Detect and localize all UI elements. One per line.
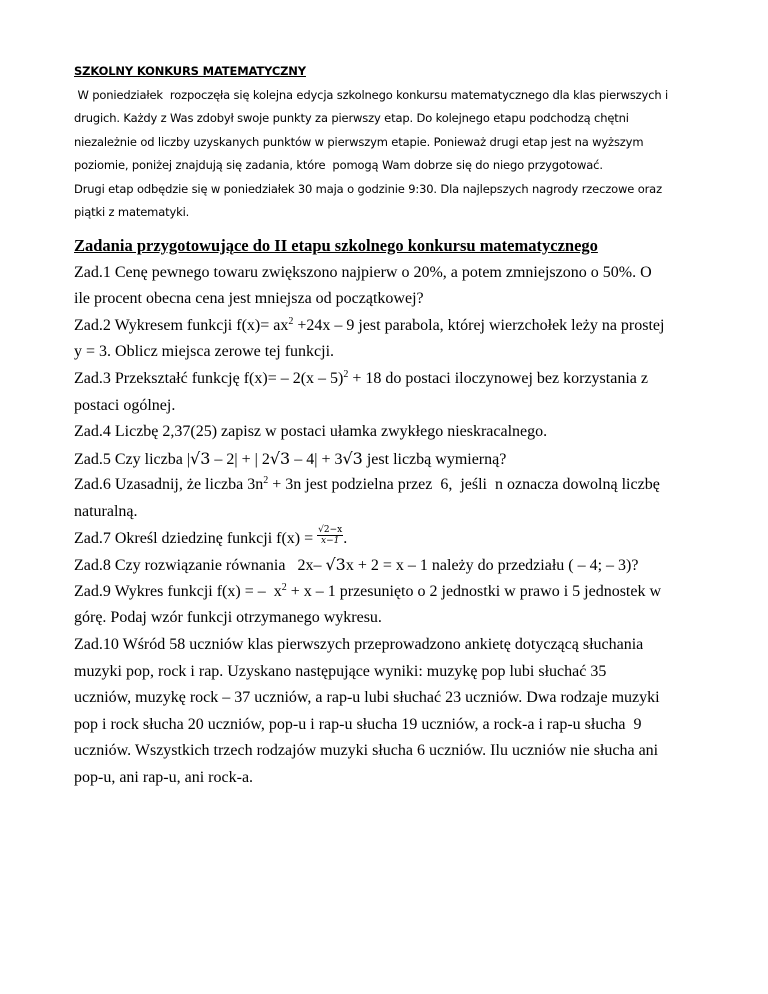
task-7-text: Zad.7 Określ dziedzinę funkcji f(x) = bbox=[74, 529, 318, 547]
contest-title: SZKOLNY KONKURS MATEMATYCZNY bbox=[74, 64, 306, 78]
fraction-numerator: √2−x bbox=[318, 525, 343, 536]
task-3-text-a: Zad.3 Przekształć funkcję f(x)= – 2(x – 5) bbox=[74, 369, 344, 387]
task-2-line-2: y = 3. Oblicz miejsca zerowe tej funkcji. bbox=[74, 343, 335, 361]
task-1-line-1: Zad.1 Cenę pewnego towaru zwiększono najpierw o 20%, a potem zmniejszono o 50%. O bbox=[74, 263, 652, 281]
task-3-line-1 bbox=[74, 366, 714, 393]
intro-line: Drugi etap odbędzie się w poniedziałek 30 maja o godzinie 9:30. Dla najlepszych nagrody rzeczowe oraz bbox=[74, 181, 662, 196]
intro-line: W poniedziałek rozpoczęła się kolejna edycja szkolnego konkursu matematycznego dla klas pierwszych i bbox=[74, 87, 669, 102]
task-10-line: muzyki pop, rock i rap. Uzyskano następujące wyniki: muzykę pop lubi słuchać 35 bbox=[74, 662, 607, 680]
task-9-text-b: + x – 1 przesunięto o 2 jednostki w prawo i 5 jednostek w bbox=[286, 582, 662, 600]
intro-block bbox=[74, 60, 714, 225]
task-9-text-a: Zad.9 Wykres funkcji f(x) = – x bbox=[74, 582, 282, 600]
task-9-line-2: górę. Podaj wzór funkcji otrzymanego wykresu. bbox=[74, 609, 382, 627]
task-5-text-a: Zad.5 Czy liczba | bbox=[74, 450, 191, 468]
task-10-line: uczniów. Wszystkich trzech rodzajów muzyki słucha 6 uczniów. Ilu uczniów nie słucha ani bbox=[74, 742, 659, 760]
task-8-line bbox=[74, 552, 714, 579]
sqrt-3: √3 bbox=[342, 448, 363, 468]
exponent: 2 bbox=[343, 368, 349, 380]
task-5-line bbox=[74, 446, 714, 473]
sqrt-3: √3 bbox=[190, 448, 211, 468]
intro-line: piątki z matematyki. bbox=[74, 205, 190, 219]
task-1-line-2: ile procent obecna cena jest mniejsza od początkowej? bbox=[74, 290, 424, 308]
sqrt-3: √3 bbox=[325, 555, 346, 575]
intro-line: niezależnie od liczby uzyskanych punktów w pierwszym etapie. Ponieważ drugi etap jest na wyższym bbox=[74, 134, 644, 149]
task-2-line-1 bbox=[74, 313, 714, 340]
task-5-text-b: – 2| + | 2 bbox=[210, 450, 270, 468]
fraction-denominator: x−1 bbox=[321, 536, 340, 547]
task-6-line-2: naturalną. bbox=[74, 502, 138, 520]
task-2-text-b: +24x – 9 jest parabola, której wierzchołek leży na prostej bbox=[293, 316, 665, 334]
task-4-line: Zad.4 Liczbę 2,37(25) zapisz w postaci ułamka zwykłego nieskracalnego. bbox=[74, 423, 548, 441]
task-10-line: Zad.10 Wśród 58 uczniów klas pierwszych przeprowadzono ankietę dotyczącą słuchania bbox=[74, 635, 644, 653]
task-9-line-1 bbox=[74, 579, 714, 606]
exponent: 2 bbox=[281, 581, 287, 593]
exponent: 2 bbox=[263, 475, 269, 487]
task-10-line: uczniów, muzykę rock – 37 uczniów, a rap-u lubi słuchać 23 uczniów. Dwa rodzaje muzyki bbox=[74, 689, 660, 707]
task-8-text-b: x + 2 = x – 1 należy do przedziału ( – 4; – 3)? bbox=[345, 557, 639, 575]
sqrt-3: √3 bbox=[269, 448, 291, 468]
intro-line: poziomie, poniżej znajdują się zadania, które pomogą Wam dobrze się do niego przygotować. bbox=[74, 158, 603, 172]
domain-fraction bbox=[317, 525, 343, 546]
task-5-text-d: jest liczbą wymierną? bbox=[362, 450, 507, 468]
section-heading: Zadania przygotowujące do II etapu szkolnego konkursu matematycznego bbox=[74, 236, 598, 255]
task-10-line: pop-u, ani rap-u, ani rock-a. bbox=[74, 768, 254, 786]
tasks-block bbox=[74, 233, 714, 791]
intro-line: drugich. Każdy z Was zdobył swoje punkty za pierwszy etap. Do kolejnego etapu podchodzą chętni bbox=[74, 111, 629, 125]
task-6-line-1 bbox=[74, 472, 714, 499]
exponent: 2 bbox=[288, 315, 294, 327]
task-8-text-a: Zad.8 Czy rozwiązanie równania 2x– bbox=[74, 557, 326, 575]
task-6-text-b: + 3n jest podzielna przez 6, jeśli n oznacza dowolną liczbę bbox=[268, 476, 660, 494]
task-7-line bbox=[74, 526, 714, 553]
task-10-line: pop i rock słucha 20 uczniów, pop-u i rap-u słucha 19 uczniów, a rock-a i rap-u słucha 9 bbox=[74, 715, 642, 733]
task-3-line-2: postaci ogólnej. bbox=[74, 396, 176, 414]
task-6-text-a: Zad.6 Uzasadnij, że liczba 3n bbox=[74, 476, 264, 494]
task-2-text-a: Zad.2 Wykresem funkcji f(x)= ax bbox=[74, 316, 289, 334]
task-3-text-b: + 18 do postaci iloczynowej bez korzystania z bbox=[348, 369, 648, 387]
task-7-end: . bbox=[343, 529, 348, 547]
task-5-text-c: – 4| + 3 bbox=[290, 450, 343, 468]
